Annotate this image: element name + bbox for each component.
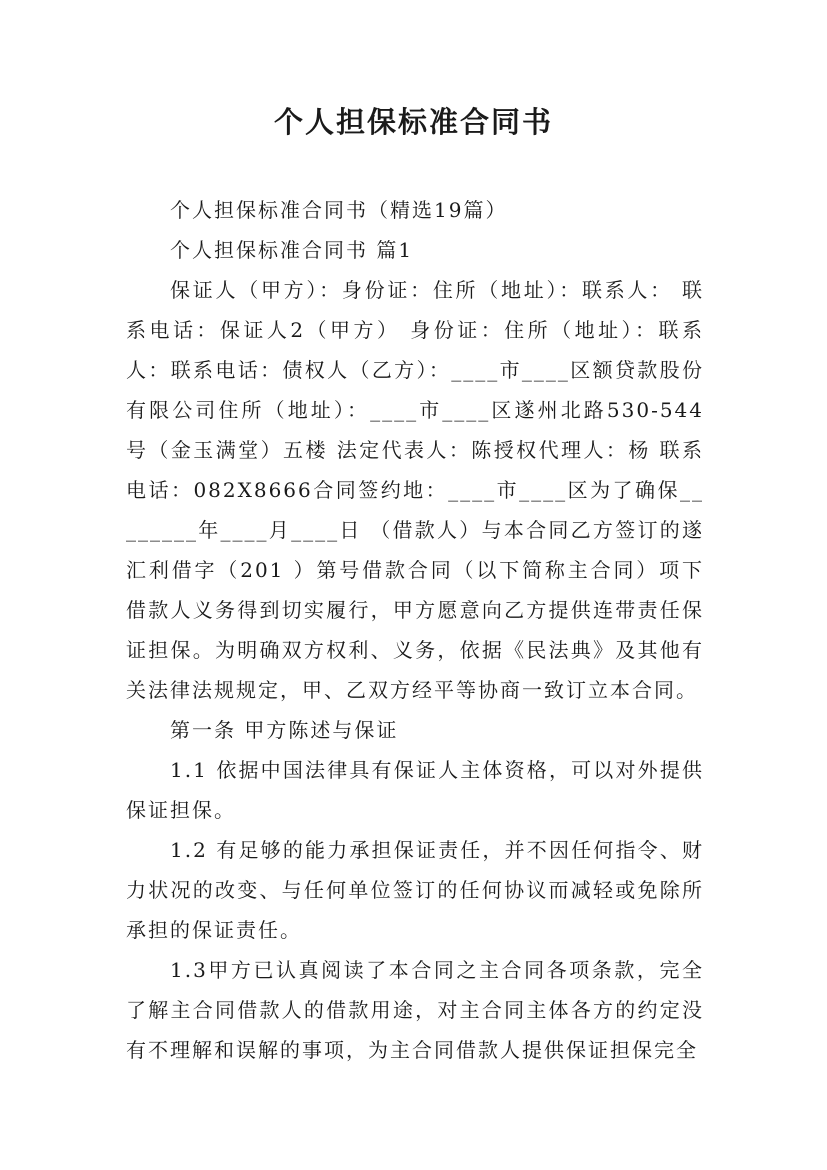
paragraph-clause-1-2: 1.2 有足够的能力承担保证责任，并不因任何指令、财力状况的改变、与任何单位签订的任何协议而减轻或免除所承担的保证责任。 xyxy=(126,838,704,942)
document-body xyxy=(126,190,704,1070)
paragraph-clause-1-1: 1.1 依据中国法律具有保证人主体资格，可以对外提供保证担保。 xyxy=(126,758,704,822)
document-title: 个人担保标准合同书 xyxy=(273,105,553,139)
paragraph-parties: 保证人（甲方）：身份证：住所（地址）：联系人： 联系电话：保证人2（甲方） 身份证：住所（地址）：联系人：联系电话：债权人（乙方）：____市____区额贷款股份有限公司住所（地址）：____市____区遂州北路530-544号（金玉满堂）五楼 法定代表人：陈授权代理人：杨 联系电话：082X8666合同签约地：____市____区为了确保________年____月____日 （借款人）与本合同乙方签订的遂汇利借字（201 ）第号借款合同（以下简称主合同）项下借款人义务得到切实履行，甲方愿意向乙方提供连带责任保证担保。为明确双方权利、义务，依据《民法典》及其他有关法律法规规定，甲、乙双方经平等协商一致订立本合同。 xyxy=(126,278,704,702)
paragraph-clause-1-3: 1.3甲方已认真阅读了本合同之主合同各项条款，完全了解主合同借款人的借款用途，对主合同主体各方的约定没有不理解和误解的事项，为主合同借款人提供保证担保完全 xyxy=(126,958,704,1062)
paragraph-subtitle: 个人担保标准合同书（精选19篇） xyxy=(170,198,508,222)
paragraph-section-heading: 个人担保标准合同书 篇1 xyxy=(170,238,414,262)
paragraph-article-one-heading: 第一条 甲方陈述与保证 xyxy=(170,718,399,742)
